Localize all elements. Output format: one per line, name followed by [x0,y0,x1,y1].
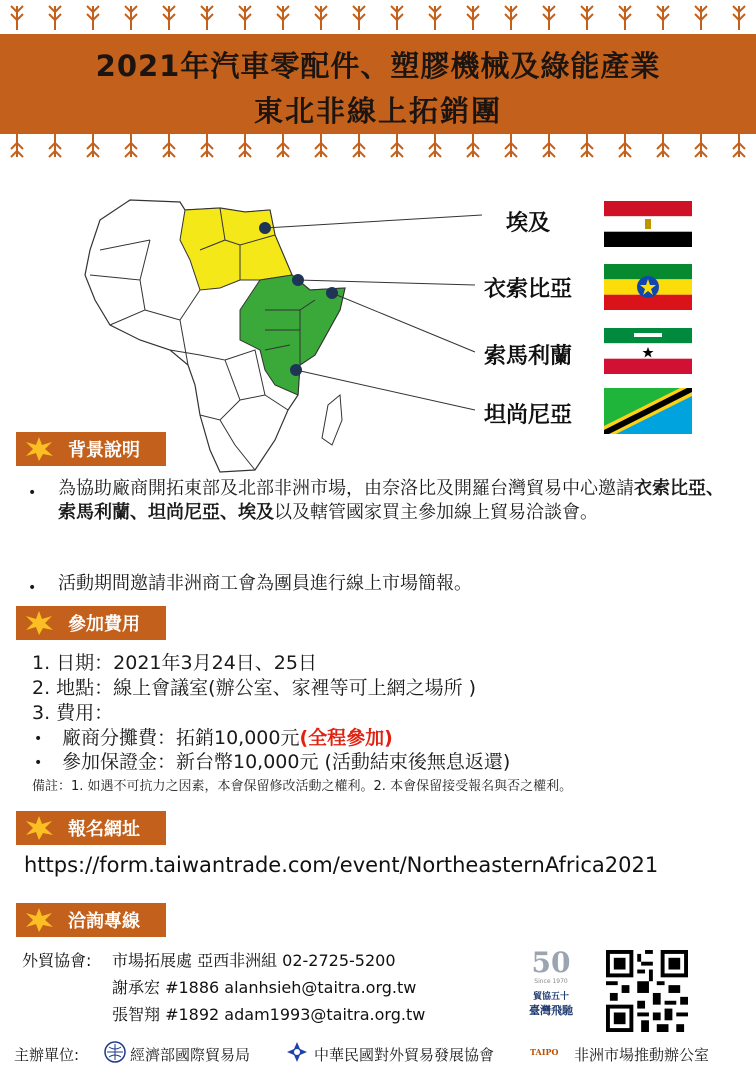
footer-org2: 中華民國對外貿易發展協會 [314,1046,495,1064]
qr-code-icon[interactable] [606,950,688,1032]
section-background-header [16,432,166,466]
bullet-dot: • [34,731,43,747]
register-url-link[interactable]: https://form.taiwantrade.com/event/NortheasternAfrica2021 [24,853,659,877]
starburst-icon [24,436,54,462]
badge-since: Since 1970 [534,978,568,985]
egypt-flag-icon [604,201,692,247]
contact-label: 外貿協會: [22,951,92,970]
bullet-dot: • [34,755,43,771]
tanzania-flag-icon [604,388,692,434]
taitra-logo-icon [286,1041,308,1063]
badge-line2: 臺灣飛馳 [529,1004,573,1017]
title-line2: 東北非線上拓銷團 [253,94,502,128]
section-contact-title: 洽詢專線 [68,911,140,932]
somaliland-flag-icon [604,328,692,374]
fees-note: 備註：1. 如遇不可抗力之因素，本會保留修改活動之權利。2. 本會保留接受報名與否之權利。 [32,779,573,794]
ethiopia-flag-icon [604,264,692,310]
contact-line1: 市場拓展處 亞西非洲組 02-2725-5200 [112,951,396,970]
contact-line2: 謝承宏 #1886 alanhsieh@taitra.org.tw [112,978,417,997]
section-fees-header [16,606,166,640]
section-contact-header [16,903,166,937]
background-bullet1: 為協助廠商開拓東部及北部非洲市場，由奈洛比及開羅台灣貿易中心邀請衣索比亞、索馬利蘭、坦尚尼亞、埃及以及轄管國家買主參加線上貿易洽談會。 [58,478,724,523]
background-bullet2: 活動期間邀請非洲商工會為團員進行線上市場簡報。 [58,573,472,594]
taitra-50-badge [520,948,582,1018]
badge-line1: 貿協五十 [532,992,569,1002]
footer-organizers [0,1034,756,1070]
country-egypt: 埃及 [506,211,551,236]
country-ethiopia: 衣索比亞 [484,277,573,302]
fees-share: 廠商分攤費：拓銷10,000元(全程參加) [62,727,393,749]
starburst-icon [24,610,54,636]
fees-item-location: 2. 地點：線上會議室(辦公室、家裡等可上網之場所 ) [32,677,477,699]
country-tanzania: 坦尚尼亞 [484,403,573,428]
footer-org3: 非洲市場推動辦公室 [574,1046,710,1064]
badge-number: 50 [531,946,571,979]
bullet-dot: • [28,485,37,501]
section-register-title: 報名網址 [68,819,140,840]
section-background-title: 背景說明 [68,440,140,461]
fees-item-cost: 3. 費用： [32,702,114,724]
fees-deposit: 參加保證金：新台幣10,000元 (活動結束後無息返還) [62,751,511,773]
title-line1: 2021年汽車零配件、塑膠機械及綠能產業 [95,49,661,83]
fees-item-date: 1. 日期：2021年3月24日、25日 [32,652,317,674]
starburst-icon [24,907,54,933]
section-fees-title: 參加費用 [68,614,140,635]
taipo-logo: TAIPO [530,1047,559,1057]
contact-line3: 張智翔 #1892 adam1993@taitra.org.tw [112,1005,426,1024]
boft-logo-icon [104,1041,126,1063]
bullet-dot: • [28,580,37,596]
section-register-header [16,811,166,845]
footer-org1: 經濟部國際貿易局 [130,1046,251,1064]
country-somaliland: 索馬利蘭 [484,344,573,369]
starburst-icon [24,815,54,841]
footer-label: 主辦單位: [14,1046,80,1064]
